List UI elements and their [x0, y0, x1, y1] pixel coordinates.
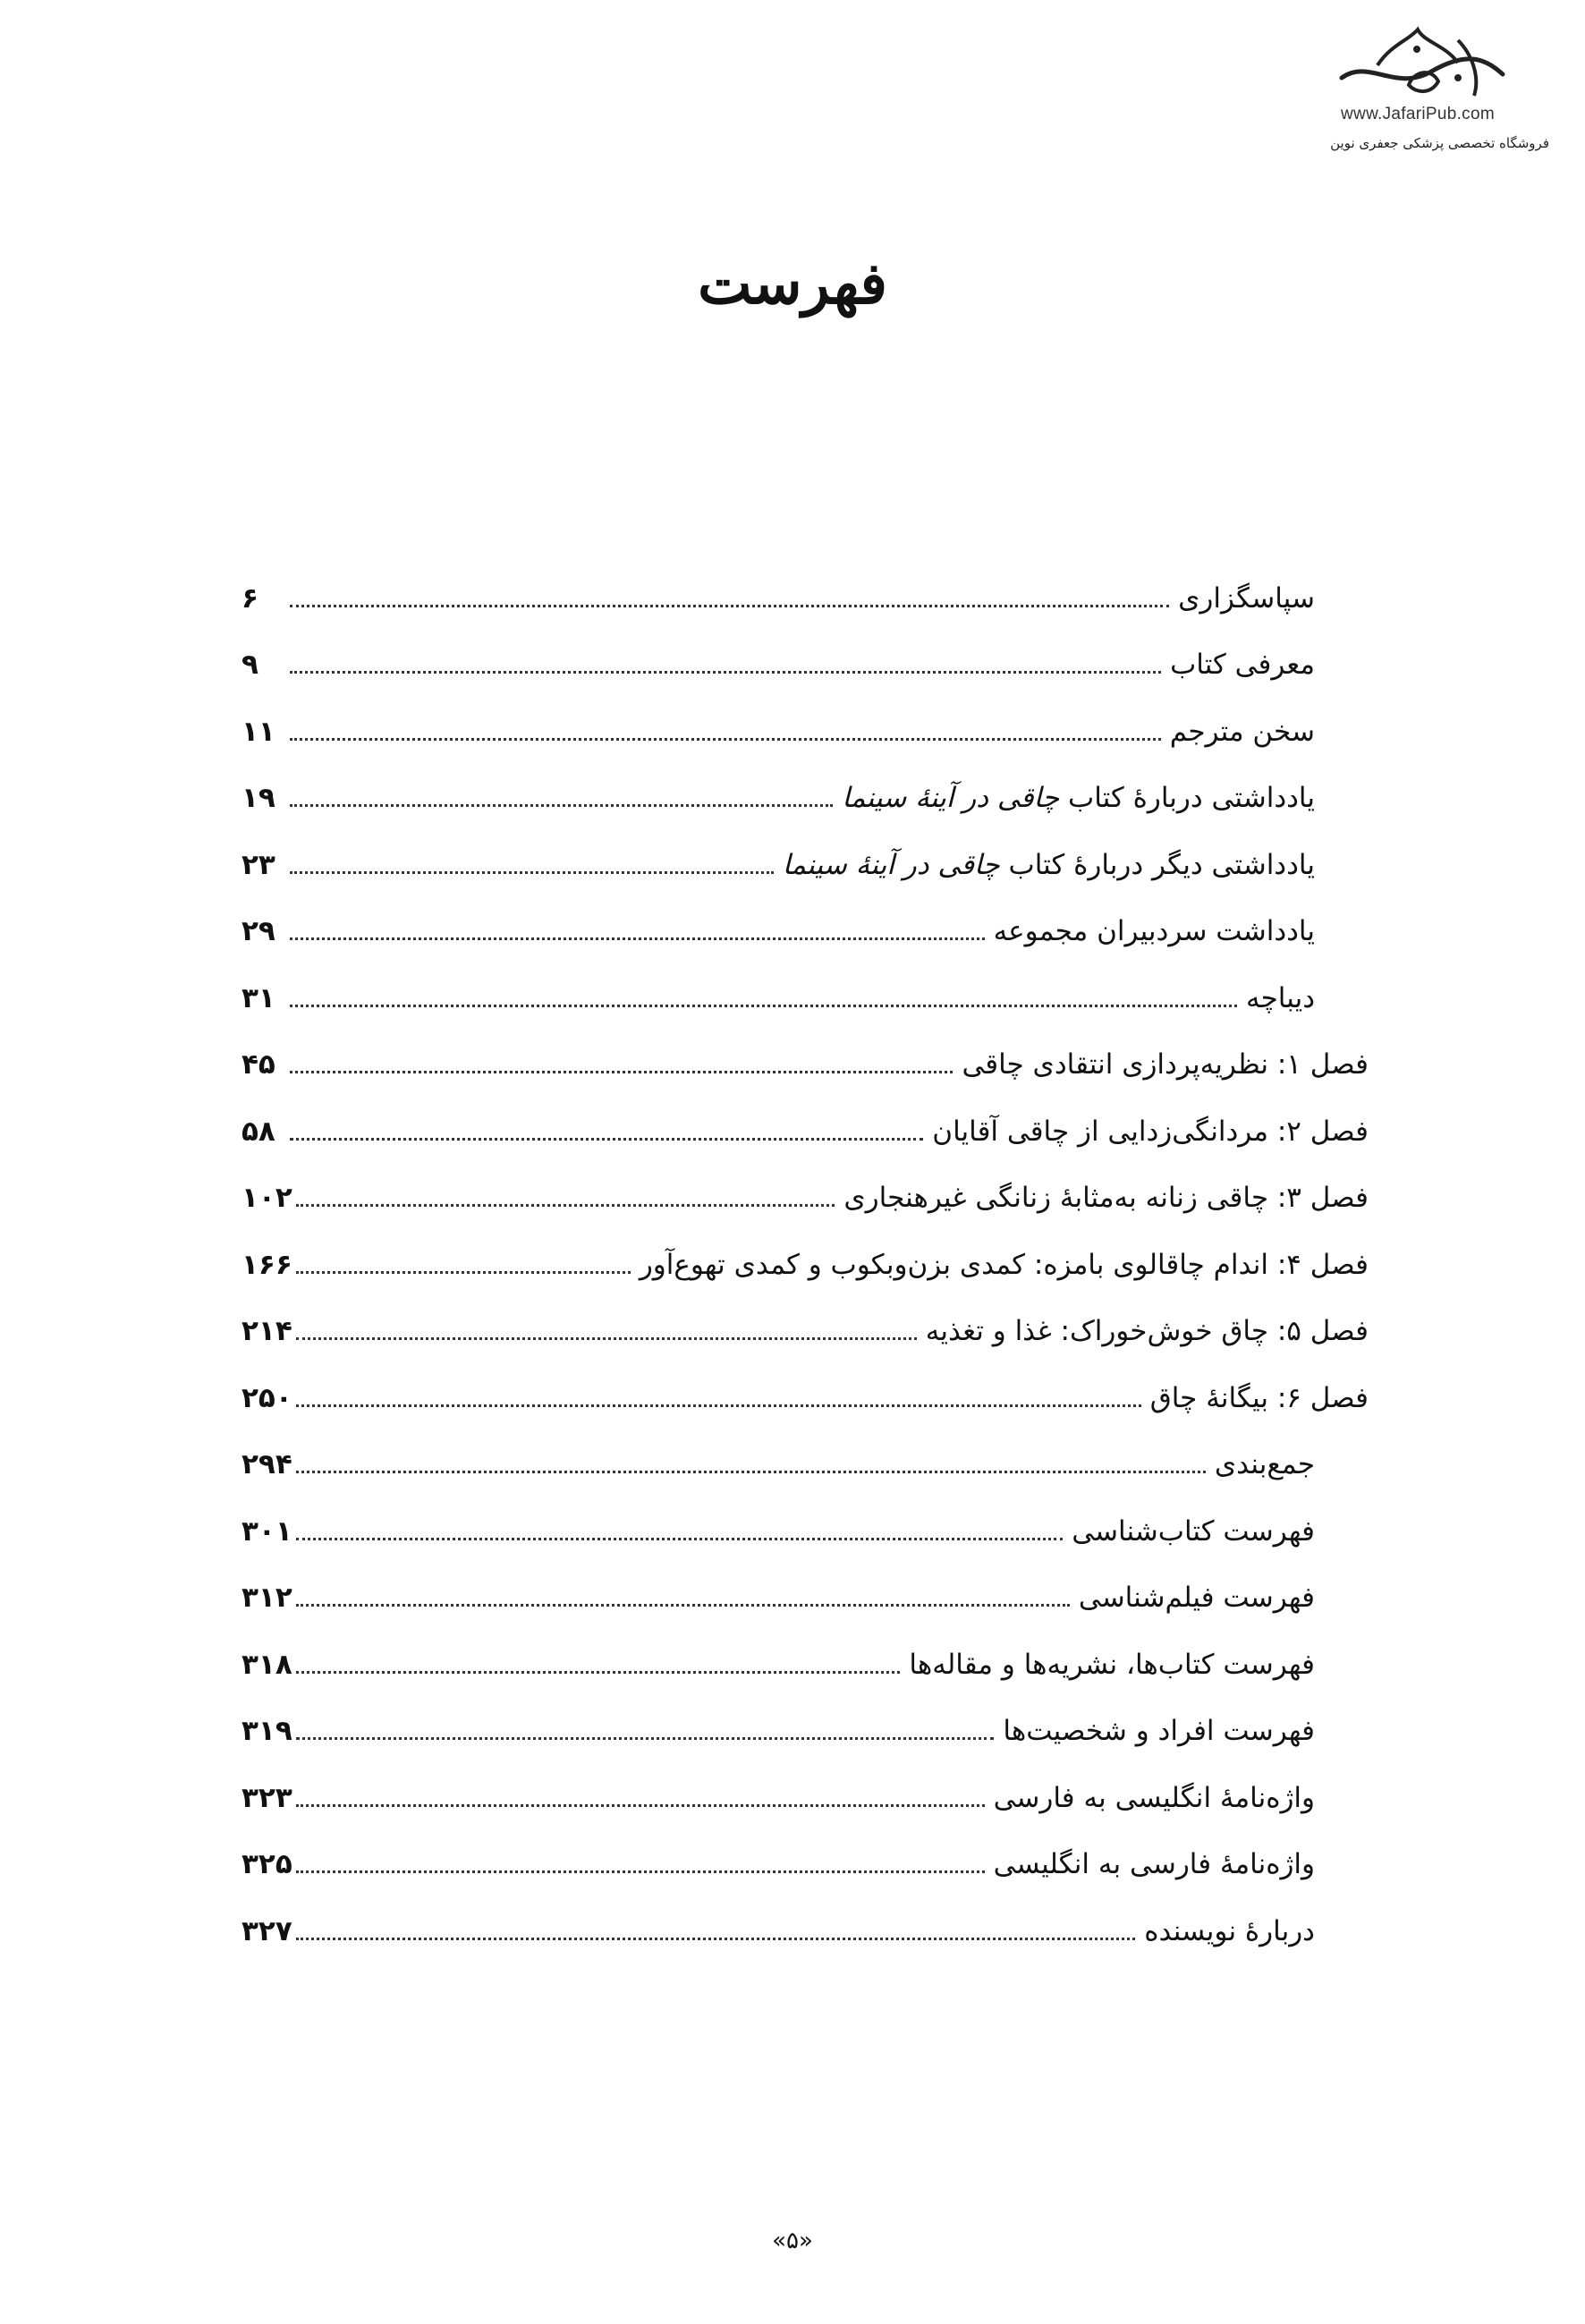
toc-entry-title-text: واژه‌نامۀ فارسی به انگلیسی	[993, 1848, 1315, 1880]
toc-entry-page-number: ۵۸	[242, 1115, 275, 1148]
toc-entry-title-text: واژه‌نامۀ انگلیسی به فارسی	[993, 1781, 1315, 1814]
toc-entry-title-text: یادداشتی دیگر دربارۀ کتاب	[999, 848, 1315, 881]
dot-leader	[290, 871, 774, 874]
toc-entry-title-text: معرفی کتاب	[1170, 649, 1315, 681]
dot-leader	[296, 1337, 917, 1340]
toc-entry-page-number: ۲۳	[242, 848, 275, 881]
toc-entry	[242, 564, 1369, 631]
dot-leader	[290, 605, 1169, 607]
toc-entry-title	[777, 849, 1315, 881]
toc-entry-title	[988, 915, 1315, 947]
toc-entry-title-text: یادداشت سردبیران مجموعه	[993, 915, 1315, 947]
toc-entry-title-text: سخن مترجم	[1169, 715, 1315, 748]
toc-entry-title	[1241, 982, 1315, 1014]
toc-entry	[242, 631, 1369, 698]
page-title: فهرست	[698, 250, 887, 318]
toc-entry-title-text: فهرست کتاب‌شناسی	[1072, 1514, 1315, 1548]
jafari-calligraphy-logo-icon	[1324, 22, 1512, 103]
toc-entry-title	[838, 1182, 1369, 1214]
dot-leader	[290, 1138, 923, 1141]
toc-entry	[242, 1763, 1369, 1830]
toc-entry	[242, 1230, 1369, 1297]
toc-entry	[242, 1097, 1369, 1164]
toc-entry-title-italic: چاقی در آینۀ سینما	[782, 848, 1000, 881]
toc-entry-title	[1139, 1915, 1315, 1947]
toc-entry-title-text: فصل ۱: نظریه‌پردازی انتقادی چاقی	[962, 1048, 1369, 1081]
toc-entry-title	[836, 782, 1315, 814]
publisher-url: www.JafariPub.com	[1341, 105, 1495, 123]
page-number-footer: «۵»	[772, 2227, 813, 2254]
dot-leader	[296, 1671, 901, 1674]
toc-entry-title	[1066, 1515, 1315, 1548]
dot-leader	[290, 1071, 953, 1073]
toc-entry-title	[988, 1782, 1315, 1814]
toc-entry-title-italic: چاقی در آینۀ سینما	[842, 782, 1060, 814]
toc-entry-title-text: فهرست فیلم‌شناسی	[1078, 1582, 1315, 1614]
toc-entry-title	[634, 1249, 1369, 1281]
toc-entry-title-text: فصل ۶: بیگانۀ چاق	[1149, 1381, 1369, 1414]
dot-leader	[290, 804, 833, 807]
toc-entry-title	[903, 1649, 1315, 1681]
toc-entry-page-number: ۲۱۴	[242, 1315, 292, 1347]
store-name: فروشگاه تخصصی پزشکی جعفری نوین	[1330, 135, 1549, 151]
dot-leader	[296, 1938, 1136, 1940]
publisher-logo	[1279, 22, 1556, 174]
toc-entry-page-number: ۱۶۶	[242, 1248, 292, 1281]
toc-entry	[242, 1031, 1369, 1098]
toc-entry-title-text: فصل ۵: چاق خوش‌خوراک: غذا و تغذیه	[925, 1315, 1369, 1347]
toc-entry-title-text: فصل ۲: مردانگی‌زدایی از چاقی آقایان	[932, 1115, 1369, 1148]
dot-leader	[296, 1271, 631, 1274]
toc-entry-title-text: دیباچه	[1245, 981, 1315, 1014]
toc-entry-page-number: ۲۹۴	[242, 1448, 292, 1480]
dot-leader	[296, 1204, 835, 1207]
toc-entry-title	[1173, 582, 1315, 615]
toc-entry-title	[1145, 1382, 1369, 1414]
dot-leader	[296, 1538, 1063, 1540]
toc-entry-title-text: فصل ۳: چاقی زنانه به‌مثابۀ زنانگی غیرهنجاری	[843, 1182, 1369, 1214]
toc-entry-title-text: سپاسگزاری	[1178, 581, 1315, 615]
toc-entry-page-number: ۱۰۲	[242, 1182, 292, 1214]
dot-leader	[296, 1604, 1070, 1607]
toc-entry	[242, 897, 1369, 964]
toc-entry	[242, 1497, 1369, 1564]
toc-entry-title	[1209, 1448, 1315, 1480]
toc-entry-page-number: ۴۵	[242, 1048, 275, 1081]
toc-entry-title	[920, 1315, 1369, 1347]
toc-entry	[242, 1430, 1369, 1497]
toc-entry-title	[956, 1048, 1369, 1081]
dot-leader	[296, 1870, 985, 1873]
toc-entry-page-number: ۱۹	[242, 782, 275, 814]
toc-entry-page-number: ۹	[242, 649, 259, 681]
toc-entry-title-text: دربارۀ نویسنده	[1144, 1914, 1315, 1947]
toc-entry	[242, 1363, 1369, 1430]
toc-entry	[242, 1830, 1369, 1897]
toc-entry	[242, 697, 1369, 764]
toc-entry-title	[1073, 1582, 1315, 1614]
toc-entry-page-number: ۲۹	[242, 915, 275, 947]
toc-entry-page-number: ۳۱۹	[242, 1715, 292, 1747]
dot-leader	[296, 1804, 985, 1807]
toc-entry-page-number: ۳۰۱	[242, 1514, 292, 1548]
toc-entry-page-number: ۶	[242, 581, 259, 615]
toc-entry-page-number: ۲۵۰	[242, 1381, 292, 1414]
toc-entry	[242, 1697, 1369, 1764]
toc-entry-page-number: ۳۱۸	[242, 1648, 292, 1681]
toc-entry-page-number: ۳۲۳	[242, 1781, 292, 1814]
dot-leader	[296, 1471, 1206, 1473]
toc-entry-page-number: ۳۲۵	[242, 1848, 292, 1880]
toc-entry-title-text: فهرست افراد و شخصیت‌ها	[1003, 1715, 1315, 1747]
toc-entry	[242, 1164, 1369, 1231]
toc-entry	[242, 963, 1369, 1031]
toc-entry	[242, 1630, 1369, 1697]
dot-leader	[290, 937, 985, 940]
toc-entry	[242, 830, 1369, 897]
toc-entry	[242, 1564, 1369, 1631]
toc-entry-title	[927, 1115, 1369, 1148]
toc-entry-title	[1165, 716, 1315, 748]
dot-leader	[290, 1005, 1237, 1007]
toc-entry	[242, 1297, 1369, 1364]
toc-entry-title	[997, 1715, 1315, 1747]
toc-entry-title	[1165, 649, 1315, 681]
toc-entry-title	[988, 1848, 1315, 1880]
toc-entry-title-text: فهرست کتاب‌ها، نشریه‌ها و مقاله‌ها	[909, 1648, 1315, 1681]
toc-entry-title-text: جمع‌بندی	[1214, 1448, 1315, 1480]
toc-entry	[242, 1896, 1369, 1964]
toc-entry	[242, 764, 1369, 831]
dot-leader	[296, 1737, 995, 1740]
toc-entry-page-number: ۳۱۲	[242, 1582, 292, 1614]
toc-entry-title-text: یادداشتی دربارۀ کتاب	[1059, 782, 1315, 814]
toc-entry-page-number: ۳۱	[242, 981, 275, 1014]
dot-leader	[290, 671, 1161, 674]
toc-entry-page-number: ۱۱	[242, 715, 275, 748]
dot-leader	[290, 738, 1161, 741]
toc-entry-page-number: ۳۲۷	[242, 1914, 292, 1947]
table-of-contents	[242, 564, 1369, 1964]
dot-leader	[296, 1404, 1141, 1407]
toc-entry-title-text: فصل ۴: اندام چاقالوی بامزه: کمدی بزن‌وبکوب و کمدی تهوع‌آور	[639, 1248, 1369, 1281]
